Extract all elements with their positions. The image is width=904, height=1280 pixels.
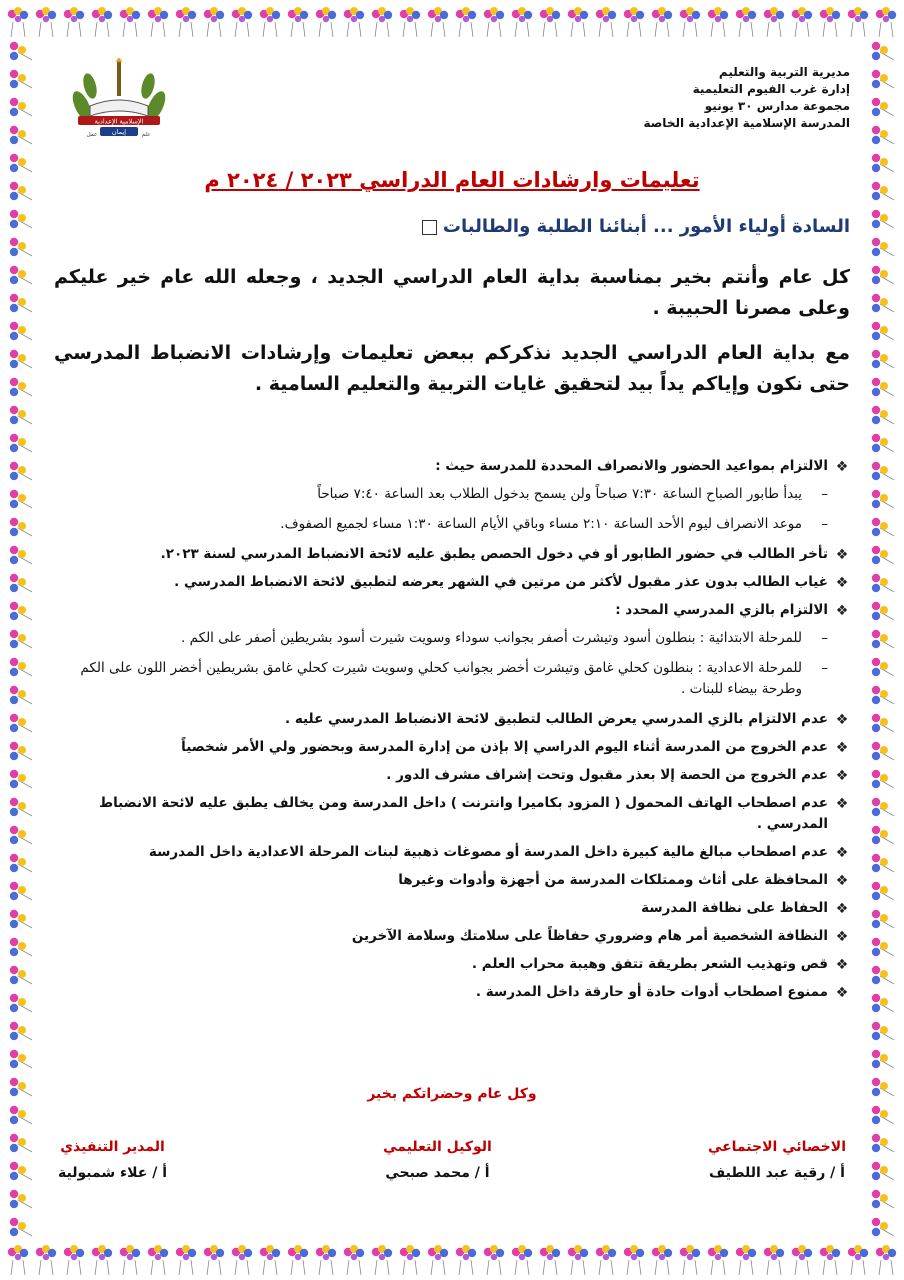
list-subitem: – موعد الانصراف ليوم الأحد الساعة ٢:١٠ مساء وباقي الأيام الساعة ١:٣٠ مساء لجميع الصفوف. [54, 514, 850, 535]
diamond-bullet-icon: ❖ [835, 985, 849, 1001]
signatures-row [48, 1134, 856, 1186]
list-item: ❖ عدم اصطحاب الهاتف المحمول ( المزود بكاميرا وانترنت ) داخل المدرسة ومن يخالف يطبق عليه لائحة الانضباط المدرسي . [99, 795, 849, 832]
diamond-bullet-icon: ❖ [835, 575, 849, 591]
signature-name: أ / محمد صبحي [385, 1165, 490, 1181]
list-item: ❖ المحافظة على أثاث وممتلكات المدرسة من أجهزة وأدوات وغيرها [54, 870, 850, 891]
checkbox-square-icon [422, 220, 437, 235]
decorative-border-top [4, 4, 900, 38]
dash-bullet-icon: – [821, 486, 828, 502]
header-line-group: مجموعة مدارس ٣٠ يونيو [704, 99, 850, 113]
signature-deputy [383, 1134, 492, 1186]
diamond-bullet-icon: ❖ [835, 845, 849, 861]
logo-word-knowledge: علم [141, 132, 151, 138]
list-item: ❖ تأخر الطالب في حضور الطابور أو في دخول الحصص يطبق عليه لائحة الانضباط المدرسي لسنة ٢٠٢٣. [54, 544, 850, 565]
signature-name: أ / علاء شمبولية [58, 1165, 167, 1181]
document-title: تعليمات وارشادات العام الدراسي ٢٠٢٣ / ٢٠٢٤ م [204, 168, 700, 192]
diamond-bullet-icon: ❖ [835, 929, 849, 945]
list-item: ❖ عدم الالتزام بالزي المدرسي يعرض الطالب لتطبيق لائحة الانضباط المدرسي عليه . [54, 709, 850, 730]
salutation-text: السادة أولياء الأمور ... أبنائنا الطلبة والطالبات [442, 216, 850, 237]
list-item: ❖ الحفاظ على نظافة المدرسة [54, 898, 850, 919]
closing-greeting: وكل عام وحضراتكم بخير [367, 1086, 537, 1102]
dash-bullet-icon: – [821, 516, 828, 532]
header-line-school: المدرسة الإسلامية الإعدادية الخاصة [643, 116, 850, 130]
intro-greeting: كل عام وأنتم بخير بمناسبة بداية العام الدراسي الجديد ، وجعله الله عام خير عليكم وعلى مصرنا الحبيبة . [54, 266, 850, 319]
list-subitem: – للمرحلة الاعدادية : بنطلون كحلي غامق وتيشرت أخضر بجوانب كحلي وسويت شيرت كحلي غامق بشريطين أخضر اللون على الكم وطرحة بيضاء للبنات . [80, 660, 828, 697]
diamond-bullet-icon: ❖ [835, 712, 849, 728]
school-logo [60, 56, 178, 142]
diamond-bullet-icon: ❖ [835, 547, 849, 563]
signature-social-worker [708, 1134, 846, 1186]
signature-title: الاخصائي الاجتماعي [707, 1139, 846, 1155]
decorative-border-left [4, 38, 38, 1242]
list-item: ❖ الالتزام بالزي المدرسي المحدد : [54, 600, 850, 621]
diamond-bullet-icon: ❖ [835, 768, 849, 784]
list-item: ❖ قص وتهذيب الشعر بطريقة تتفق وهيبة محراب العلم . [54, 954, 850, 975]
list-item: ❖ عدم اصطحاب مبالغ مالية كبيرة داخل المدرسة أو مصوغات ذهبية لبنات المرحلة الاعدادية داخل المدرسة [54, 842, 850, 863]
header-line-administration: إدارة غرب الفيوم التعليمية [692, 82, 850, 96]
logo-banner-text: الإسلامية الإعدادية [94, 117, 144, 126]
diamond-bullet-icon: ❖ [835, 901, 849, 917]
diamond-bullet-icon: ❖ [835, 873, 849, 889]
decorative-border-bottom [4, 1242, 900, 1276]
list-item: ❖ الالتزام بمواعيد الحضور والانصراف المحددة للمدرسة حيث : [54, 456, 850, 477]
document-page [48, 50, 856, 1232]
diamond-bullet-icon: ❖ [835, 796, 849, 812]
school-header [643, 64, 850, 132]
diamond-bullet-icon: ❖ [835, 603, 849, 619]
diamond-bullet-icon: ❖ [835, 740, 849, 756]
list-item: ❖ غياب الطالب بدون عذر مقبول لأكثر من مرتين في الشهر يعرضه لتطبيق لائحة الانضباط المدرسي . [54, 572, 850, 593]
salutation-line [422, 216, 850, 237]
signature-title: الوكيل التعليمي [383, 1139, 492, 1155]
intro-reminder: مع بداية العام الدراسي الجديد نذكركم ببعض تعليمات وإرشادات الانضباط المدرسي حتى نكون وإياكم يداً بيد لتحقيق غايات التربية والتعليم السامية . [54, 342, 850, 395]
list-subitem: – للمرحلة الابتدائية : بنطلون أسود وتيشرت أصفر بجوانب سوداء وسويت شيرت أسود بشريطين أصفر على الكم . [54, 628, 850, 649]
dash-bullet-icon: – [821, 660, 828, 676]
decorative-border-right [866, 38, 900, 1242]
header-line-directorate: مديرية التربية والتعليم [718, 65, 850, 79]
dash-bullet-icon: – [821, 630, 828, 646]
list-item: ❖ عدم الخروج من المدرسة أثناء اليوم الدراسي إلا بإذن من إدارة المدرسة وبحضور ولي الأمر شخصياً [54, 737, 850, 758]
list-item: ❖ ممنوع اصطحاب أدوات حادة أو حارقة داخل المدرسة . [54, 982, 850, 1003]
diamond-bullet-icon: ❖ [835, 459, 849, 475]
diamond-bullet-icon: ❖ [835, 957, 849, 973]
logo-word-work: عمل [86, 132, 98, 138]
signature-name: أ / رقية عبد اللطيف [708, 1165, 845, 1181]
instructions-list [54, 456, 850, 1010]
list-subitem: – يبدأ طابور الصباح الساعة ٧:٣٠ صباحاً ولن يسمح بدخول الطلاب بعد الساعة ٧:٤٠ صباحاً [54, 484, 850, 505]
logo-word-faith: إيمان [111, 128, 127, 136]
signature-director [58, 1134, 167, 1186]
list-item: ❖ النظافة الشخصية أمر هام وضروري حفاظاً على سلامتك وسلامة الآخرين [54, 926, 850, 947]
list-item: ❖ عدم الخروج من الحصة إلا بعذر مقبول وتحت إشراف مشرف الدور . [54, 765, 850, 786]
intro-section [54, 262, 850, 414]
signature-title: المدير التنفيذي [60, 1139, 165, 1155]
